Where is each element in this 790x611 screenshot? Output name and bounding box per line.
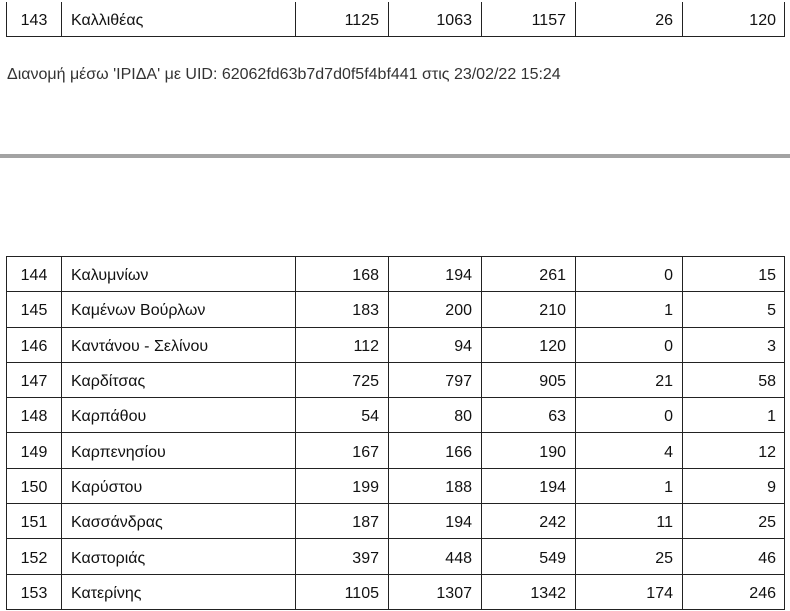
value-cell-5: 5 — [683, 292, 785, 326]
municipality-name-cell: Καμένων Βούρλων — [62, 292, 296, 326]
municipality-name-cell: Καλλιθέας — [62, 2, 296, 36]
value-cell-2: 80 — [389, 398, 482, 432]
municipality-name-cell: Καρύστου — [62, 469, 296, 503]
value-cell-2: 166 — [389, 433, 482, 467]
value-cell-5: 12 — [683, 433, 785, 467]
value-cell-3: 549 — [482, 539, 576, 573]
municipality-name-cell: Καντάνου - Σελίνου — [62, 328, 296, 362]
value-cell-2: 797 — [389, 363, 482, 397]
row-number-cell: 144 — [7, 257, 62, 291]
table-row — [7, 257, 785, 292]
value-cell-3: 1157 — [482, 2, 576, 36]
value-cell-4: 1 — [576, 469, 683, 503]
value-cell-3: 905 — [482, 363, 576, 397]
row-number-cell: 147 — [7, 363, 62, 397]
value-cell-1: 168 — [296, 257, 389, 291]
value-cell-2: 1063 — [389, 2, 482, 36]
value-cell-1: 187 — [296, 504, 389, 538]
table-row — [7, 363, 785, 398]
value-cell-5: 3 — [683, 328, 785, 362]
table-row — [7, 2, 785, 37]
value-cell-3: 120 — [482, 328, 576, 362]
value-cell-1: 1105 — [296, 575, 389, 609]
value-cell-2: 448 — [389, 539, 482, 573]
value-cell-3: 194 — [482, 469, 576, 503]
value-cell-4: 0 — [576, 328, 683, 362]
value-cell-2: 94 — [389, 328, 482, 362]
value-cell-5: 1 — [683, 398, 785, 432]
top-table-fragment — [6, 2, 785, 37]
municipality-name-cell: Καλυμνίων — [62, 257, 296, 291]
value-cell-3: 1342 — [482, 575, 576, 609]
row-number-cell: 150 — [7, 469, 62, 503]
value-cell-4: 26 — [576, 2, 683, 36]
value-cell-5: 246 — [683, 575, 785, 609]
value-cell-5: 15 — [683, 257, 785, 291]
row-number-cell: 146 — [7, 328, 62, 362]
value-cell-1: 725 — [296, 363, 389, 397]
value-cell-4: 11 — [576, 504, 683, 538]
row-number-cell: 153 — [7, 575, 62, 609]
value-cell-2: 1307 — [389, 575, 482, 609]
value-cell-1: 397 — [296, 539, 389, 573]
distribution-note: Διανομή μέσω 'ΙΡΙΔΑ' με UID: 62062fd63b7d7d0f5f4bf441 στις 23/02/22 15:24 — [7, 66, 561, 83]
value-cell-4: 174 — [576, 575, 683, 609]
value-cell-2: 188 — [389, 469, 482, 503]
page-separator — [0, 154, 790, 158]
table-row — [7, 328, 785, 363]
municipality-name-cell: Κασσάνδρας — [62, 504, 296, 538]
value-cell-2: 194 — [389, 504, 482, 538]
table-row — [7, 539, 785, 574]
value-cell-4: 1 — [576, 292, 683, 326]
value-cell-3: 261 — [482, 257, 576, 291]
municipality-name-cell: Καρπενησίου — [62, 433, 296, 467]
row-number-cell: 152 — [7, 539, 62, 573]
municipality-name-cell: Καστοριάς — [62, 539, 296, 573]
value-cell-5: 46 — [683, 539, 785, 573]
value-cell-4: 4 — [576, 433, 683, 467]
table-row — [7, 469, 785, 504]
value-cell-4: 25 — [576, 539, 683, 573]
value-cell-1: 1125 — [296, 2, 389, 36]
value-cell-1: 167 — [296, 433, 389, 467]
value-cell-4: 0 — [576, 398, 683, 432]
value-cell-3: 190 — [482, 433, 576, 467]
value-cell-5: 120 — [683, 2, 785, 36]
value-cell-2: 194 — [389, 257, 482, 291]
value-cell-4: 0 — [576, 257, 683, 291]
value-cell-2: 200 — [389, 292, 482, 326]
value-cell-1: 183 — [296, 292, 389, 326]
value-cell-4: 21 — [576, 363, 683, 397]
value-cell-1: 112 — [296, 328, 389, 362]
municipality-table — [6, 256, 785, 610]
value-cell-5: 25 — [683, 504, 785, 538]
value-cell-1: 54 — [296, 398, 389, 432]
value-cell-1: 199 — [296, 469, 389, 503]
value-cell-5: 58 — [683, 363, 785, 397]
table-row — [7, 433, 785, 468]
row-number-cell: 143 — [7, 2, 62, 36]
table-row — [7, 504, 785, 539]
municipality-name-cell: Κατερίνης — [62, 575, 296, 609]
row-number-cell: 148 — [7, 398, 62, 432]
table-row — [7, 575, 785, 610]
row-number-cell: 151 — [7, 504, 62, 538]
municipality-name-cell: Καρδίτσας — [62, 363, 296, 397]
table-row — [7, 292, 785, 327]
value-cell-3: 242 — [482, 504, 576, 538]
value-cell-3: 63 — [482, 398, 576, 432]
value-cell-3: 210 — [482, 292, 576, 326]
row-number-cell: 145 — [7, 292, 62, 326]
municipality-name-cell: Καρπάθου — [62, 398, 296, 432]
table-row — [7, 398, 785, 433]
value-cell-5: 9 — [683, 469, 785, 503]
row-number-cell: 149 — [7, 433, 62, 467]
